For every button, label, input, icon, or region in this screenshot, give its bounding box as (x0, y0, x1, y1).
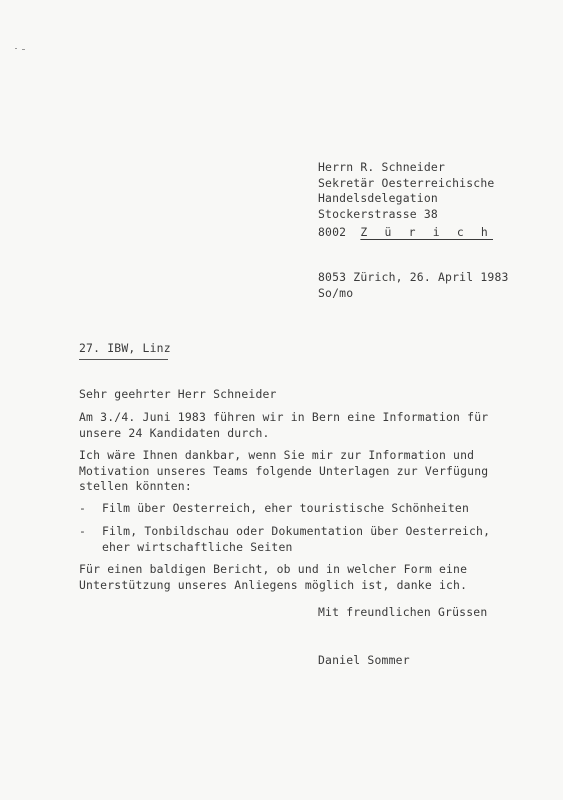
salutation: Sehr geehrter Herr Schneider (79, 387, 277, 401)
paragraph-3-line: Unterstützung unseres Anliegens möglich ist, danke ich. (79, 577, 468, 592)
recipient-organization: Handelsdelegation (318, 191, 438, 205)
paper-speck (22, 49, 25, 50)
subject-line: 27. IBW, Linz (79, 341, 171, 355)
signature-name: Daniel Sommer (318, 653, 410, 667)
bullet-item-2-line: eher wirtschaftliche Seiten (102, 539, 293, 554)
subject-underline (79, 359, 168, 360)
bullet-item-1-line: Film über Oesterreich, eher touristische Schönheiten (102, 501, 470, 515)
paper-speck (15, 48, 17, 49)
paragraph-2-line: stellen könnten: (79, 479, 192, 493)
recipient-city-line (318, 225, 493, 241)
place-date: 8053 Zürich, 26. April 1983 (318, 270, 509, 284)
paragraph-3-line: Für einen baldigen Bericht, ob und in welcher Form eine (79, 562, 468, 576)
paragraph-2-line: Ich wäre Ihnen dankbar, wenn Sie mir zur Information und (79, 448, 475, 462)
bullet-dash: - (79, 524, 87, 538)
paragraph-2-line: Motivation unseres Teams folgende Unterlagen zur Verfügung (79, 463, 489, 478)
bullet-item-2-line: Film, Tonbildschau oder Dokumentation über Oesterreich, (102, 524, 491, 538)
recipient-postal-code: 8002 (318, 225, 347, 239)
paragraph-1-line: unsere 24 Kandidaten durch. (79, 425, 270, 440)
closing: Mit freundlichen Grüssen (318, 605, 488, 619)
recipient-street: Stockerstrasse 38 (318, 206, 438, 221)
recipient-name: Herrn R. Schneider (318, 160, 446, 174)
reference-initials: So/mo (318, 285, 354, 300)
bullet-dash: - (79, 501, 87, 515)
paragraph-1-line: Am 3./4. Juni 1983 führen wir in Bern eine Information für (79, 410, 489, 424)
recipient-city: Z ü r i c h (360, 225, 493, 239)
recipient-title: Sekretär Oesterreichische (318, 175, 495, 190)
